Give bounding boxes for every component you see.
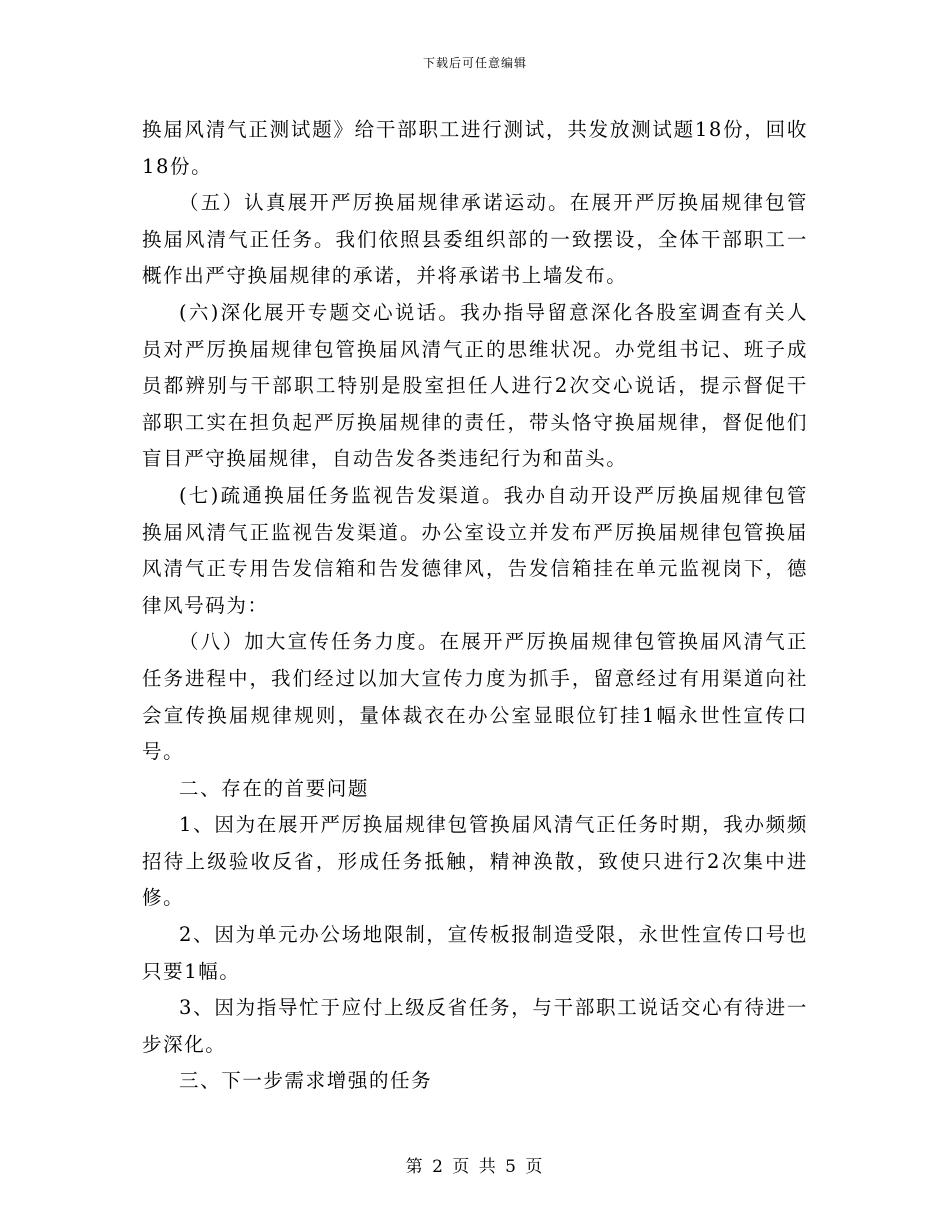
heading-next-steps: 三、下一步需求增强的任务 (179, 1069, 433, 1093)
paragraph-problem-3: 3、因为指导忙于应付上级反省任务，与干部职工说话交心有待进一步深化。 (142, 996, 808, 1056)
paragraph-section-6: (六)深化展开专题交心说话。我办指导留意深化各股室调查有关人员对严厉换届规律包管换届风清气正的思维状况。办党组书记、班子成员都辨别与干部职工特别是股室担任人进行2次交心说话，提示督促干部职工实在担负起严厉换届规律的责任，带头恪守换届规律，督促他们盲目严守换届规律，自动告发各类违纪行为和苗头。 (142, 300, 808, 471)
page-number-footer: 第 2 页 共 5 页 (405, 1157, 545, 1177)
paragraph-section-5: （五）认真展开严厉换届规律承诺运动。在展开严厉换届规律包管换届风清气正任务。我们依照县委组织部的一致摆设，全体干部职工一概作出严守换届规律的承诺，并将承诺书上墙发布。 (142, 191, 808, 288)
paragraph-section-7: (七)疏通换届任务监视告发渠道。我办自动开设严厉换届规律包管换届风清气正监视告发渠道。办公室设立并发布严厉换届规律包管换届风清气正专用告发信箱和告发德律风，告发信箱挂在单元监视岗下，德律风号码为： (142, 483, 808, 617)
paragraph-problem-1: 1、因为在展开严厉换届规律包管换届风清气正任务时期，我办频频招待上级验收反省，形成任务抵触，精神涣散，致使只进行2次集中进修。 (142, 813, 808, 910)
page-header: 下载后可任意编辑 (422, 56, 527, 70)
paragraph-section-8: （八）加大宣传任务力度。在展开严厉换届规律包管换届风清气正任务进程中，我们经过以加大宣传力度为抓手，留意经过有用渠道向社会宣传换届规律规则，量体裁衣在办公室显眼位钉挂1幅永世性宣传口号。 (142, 630, 808, 764)
paragraph-problem-2: 2、因为单元办公场地限制，宣传板报制造受限，永世性宣传口号也只要1幅。 (142, 923, 808, 983)
heading-existing-problems: 二、存在的首要问题 (179, 776, 369, 800)
paragraph-test-questions: 换届风清气正测试题》给干部职工进行测试，共发放测试题18份，回收18份。 (142, 118, 808, 178)
document-body (142, 112, 808, 1100)
